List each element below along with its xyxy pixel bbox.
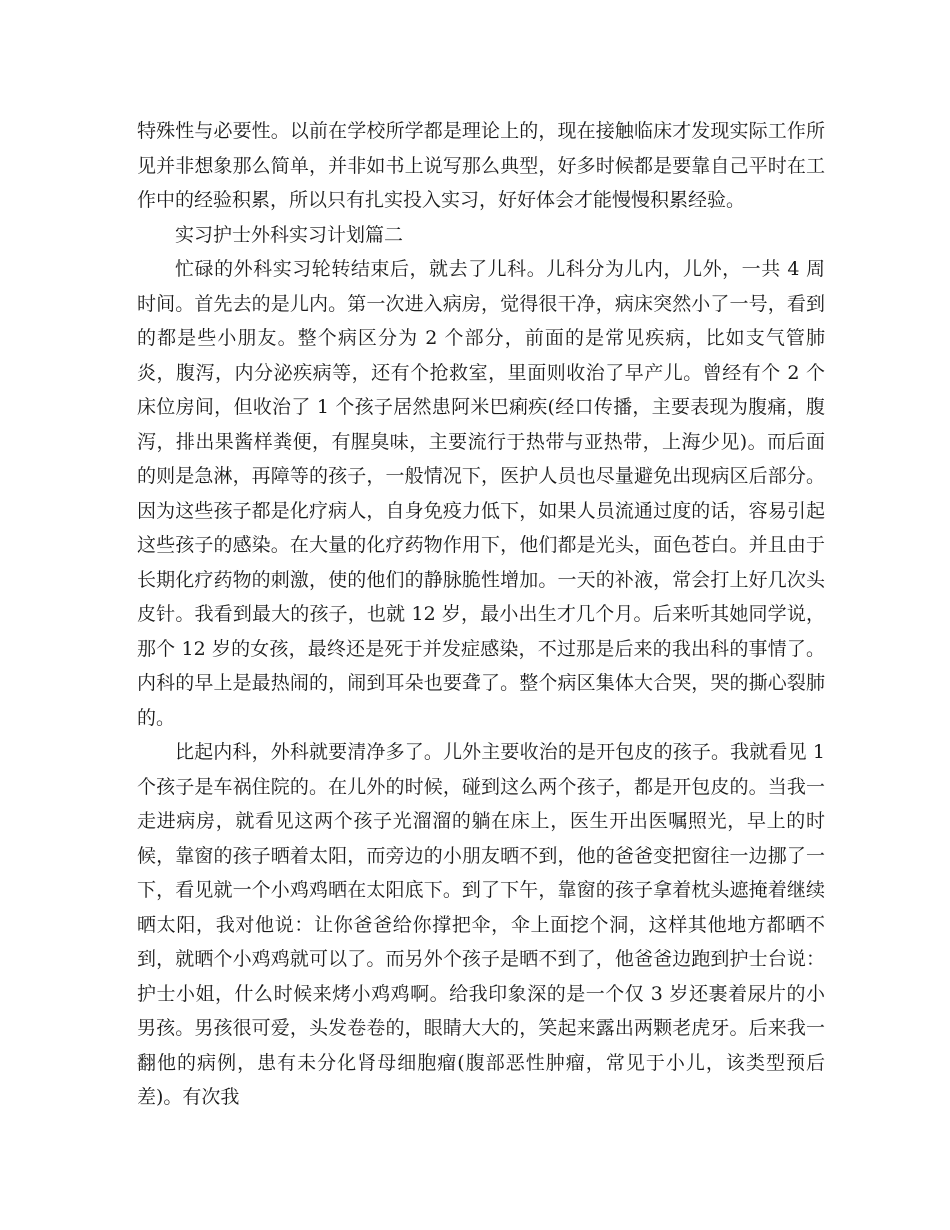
- section-heading: 实习护士外科实习计划篇二: [175, 223, 404, 246]
- pediatrics-paragraph: 忙碌的外科实习轮转结束后，就去了儿科。儿科分为儿内，儿外，一共 4 周时间。首先去的是儿内。第一次进入病房，觉得很干净，病床突然小了一号，看到的都是些小朋友。整个病区分为 2 个部分，前面的是常见疾病，比如支气管肺炎，腹泻，内分泌疾病等，还有个抢救室，里面则收治了早产儿。曾经有个 2 个床位房间，但收治了 1 个孩子居然患阿米巴痢疾(经口传播，主要表现为腹痛，腹泻，排出果酱样粪便，有腥臭味，主要流行于热带与亚热带，上海少见)。而后面的则是急淋，再障等的孩子，一般情况下，医护人员也尽量避免出现病区后部分。因为这些孩子都是化疗病人，自身免疫力低下，如果人员流通过度的话，容易引起这些孩子的感染。在大量的化疗药物作用下，他们都是光头，面色苍白。并且由于长期化疗药物的刺激，使的他们的静脉脆性增加。一天的补液，常会打上好几次头皮针。我看到最大的孩子，也就 12 岁，最小出生才几个月。后来听其她同学说，那个 12 岁的女孩，最终还是死于并发症感染，不过那是后来的我出科的事情了。内科的早上是最热闹的，闹到耳朵也要聋了。整个病区集体大合哭，哭的撕心裂肺的。: [137, 258, 825, 729]
- pediatric-surgery-paragraph: 比起内科，外科就要清净多了。儿外主要收治的是开包皮的孩子。我就看见 1 个孩子是车祸住院的。在儿外的时候，碰到这么两个孩子，都是开包皮的。当我一走进病房，就看见这两个孩子光溜溜的躺在床上，医生开出医嘱照光，早上的时候，靠窗的孩子晒着太阳，而旁边的小朋友晒不到，他的爸爸变把窗往一边挪了一下，看见就一个小鸡鸡晒在太阳底下。到了下午，靠窗的孩子拿着枕头遮掩着继续晒太阳，我对他说：让你爸爸给你撑把伞，伞上面挖个洞，这样其他地方都晒不到，就晒个小鸡鸡就可以了。而另外个孩子是晒不到了，他爸爸边跑到护士台说：护士小姐，什么时候来烤小鸡鸡啊。给我印象深的是一个仅 3 岁还裹着尿片的小男孩。男孩很可爱，头发卷卷的，眼睛大大的，笑起来露出两颗老虎牙。后来我一翻他的病例，患有未分化肾母细胞瘤(腹部恶性肿瘤，常见于小儿，该类型预后差)。有次我: [137, 741, 825, 1108]
- document-body: [137, 114, 825, 1115]
- continuation-paragraph: 特殊性与必要性。以前在学校所学都是理论上的，现在接触临床才发现实际工作所见并非想象那么简单，并非如书上说写那么典型，好多时候都是要靠自己平时在工作中的经验积累，所以只有扎实投入实习，好好体会才能慢慢积累经验。: [137, 120, 825, 211]
